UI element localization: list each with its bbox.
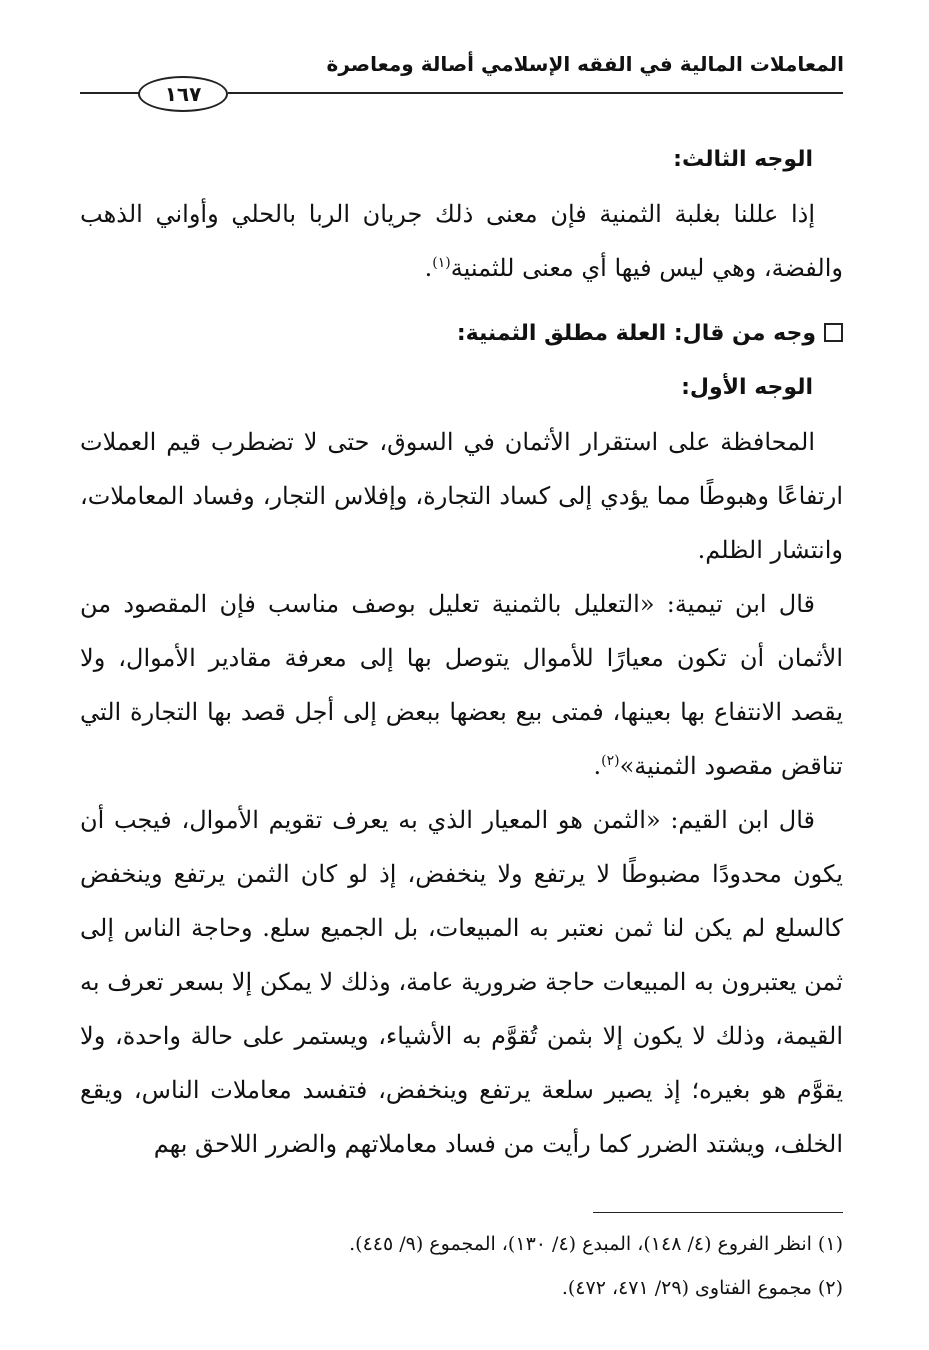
paragraph-4: قال ابن القيم: «الثمن هو المعيار الذي به يعرف تقويم الأموال، فيجب أن يكون محدودًا مضبوطًا لا يرتفع ولا ينخفض، إذ لو كان الثمن يرتفع وينخفض كالسلع لم يكن لنا ثمن نعتبر به المبيعات، بل الجميع سلع. وحاجة الناس إلى ثمن يعتبرون به المبيعات حاجة ضرورية عامة، وذلك لا يمكن إلا بسعر تعرف به القيمة، وذلك لا يكون إلا بثمن تُقوَّم به الأشياء، ويستمر على حالة واحدة، ولا يقوَّم هو بغيره؛ إذ يصير سلعة يرتفع وينخفض، فتفسد معاملات الناس، ويقع الخلف، ويشتد الضرر كما رأيت من فساد معاملاتهم والضرر اللاحق بهم xyxy=(80,806,843,1158)
page-number: ١٦٧ xyxy=(138,76,228,112)
footnote-ref-2: (٢) xyxy=(601,753,620,769)
footnote-1: (١) انظر الفروع (٤/ ١٤٨)، المبدع (٤/ ١٣٠)، المجموع (٩/ ٤٤٥). xyxy=(349,1233,843,1255)
paragraph-1 xyxy=(80,187,843,295)
running-title: المعاملات المالية في الفقه الإسلامي أصالة ومعاصرة xyxy=(326,52,844,76)
paragraph-1-end: . xyxy=(424,254,433,282)
paragraph-3 xyxy=(80,577,843,793)
paragraph-3-text: قال ابن تيمية: «التعليل بالثمنية تعليل بوصف مناسب فإن المقصود من الأثمان أن تكون معيارًا للأموال يتوصل بها إلى معرفة مقادير الأموال، ولا يقصد الانتفاع بها بعينها، فمتى بيع بعضها ببعض إلى أجل قصد بها التجارة التي تناقض مقصود الثمنية» xyxy=(80,590,843,780)
heading-first-aspect: الوجه الأول: xyxy=(681,375,813,400)
footnote-2: (٢) مجموع الفتاوى (٢٩/ ٤٧١، ٤٧٢). xyxy=(561,1277,843,1299)
heading-third-aspect: الوجه الثالث: xyxy=(673,147,813,172)
paragraph-1-text: إذا عللنا بغلبة الثمنية فإن معنى ذلك جريان الربا بالحلي وأواني الذهب والفضة، وهي ليس فيها أي معنى للثمنية xyxy=(80,200,843,282)
footnote-ref-1: (١) xyxy=(432,255,451,271)
paragraph-2: المحافظة على استقرار الأثمان في السوق، حتى لا تضطرب قيم العملات ارتفاعًا وهبوطًا مما يؤدي إلى كساد التجارة، وإفلاس التجار، وفساد المعاملات، وانتشار الظلم. xyxy=(80,428,843,564)
footnote-rule xyxy=(593,1212,843,1213)
paragraph-3-end: . xyxy=(593,752,602,780)
header-rule-left xyxy=(80,92,140,94)
section-title-text: وجه من قال: العلة مطلق الثمنية: xyxy=(456,321,816,346)
footnotes xyxy=(80,1222,843,1310)
header-rule-right xyxy=(228,92,843,94)
main-text xyxy=(80,133,843,1171)
checkbox-icon xyxy=(824,323,843,342)
section-title xyxy=(80,307,843,361)
